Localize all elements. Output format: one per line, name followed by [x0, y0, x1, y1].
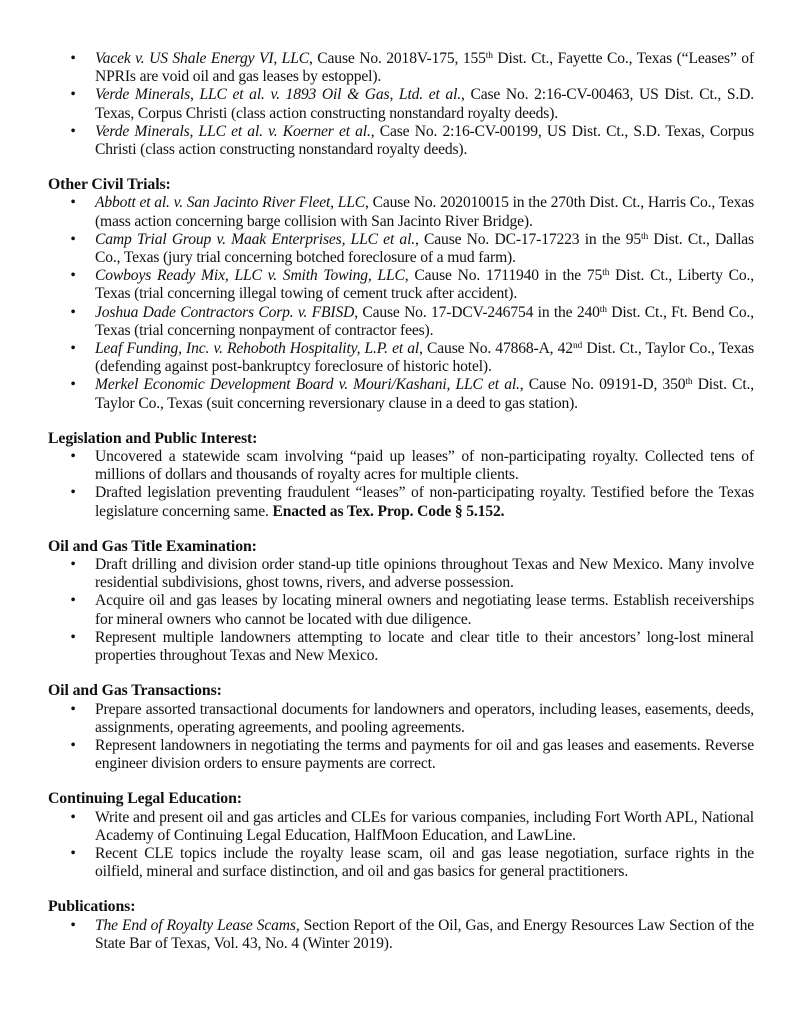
list-item: [68, 448, 754, 484]
bullet-icon: •: [70, 267, 76, 285]
list-item: [68, 809, 754, 845]
section-continuing-legal-education: [48, 790, 754, 881]
list-item: [68, 556, 754, 592]
section-transactions: [48, 682, 754, 773]
publication-detail: , Section Report of the Oil, Gas, and Energy Resources Law Section of the State Bar of Texas, Vol. 43, No. 4 (Winter 2019).: [95, 916, 754, 952]
case-name: Verde Minerals, LLC et al. v. 1893 Oil & Gas, Ltd. et al.: [95, 86, 461, 104]
list-item: [68, 86, 754, 122]
list-item: [68, 845, 754, 881]
case-detail: , Cause No. DC-17-17223 in the 95: [415, 230, 642, 248]
case-list: [48, 50, 754, 159]
case-detail: , Cause No. 1711940 in the 75: [404, 267, 603, 285]
list-item: [68, 376, 754, 412]
ordinal-suffix: th: [641, 231, 649, 242]
ordinal-suffix: th: [685, 377, 693, 388]
bullet-icon: •: [70, 556, 76, 574]
item-text: Prepare assorted transactional documents for landowners and operators, including leases, easements, deeds, assignments, operating agreements, and pooling agreements.: [95, 700, 754, 736]
list-item: [68, 50, 754, 86]
bullet-icon: •: [70, 50, 76, 67]
item-text: Recent CLE topics include the royalty lease scam, oil and gas lease negotiation, surface rights in the oilfield, mineral and surface distinction, and oil and gas basics for general practitioners.: [95, 844, 754, 881]
case-detail: , Cause No. 202010015 in the 270th Dist. Ct., Harris Co., Texas (mass action concerning barge collision with San Jacinto River Bridge).: [95, 194, 754, 230]
bullet-icon: •: [70, 592, 76, 610]
case-name: Verde Minerals, LLC et al. v. Koerner et al.: [95, 122, 371, 140]
item-list: [48, 556, 754, 665]
item-text: Represent multiple landowners attempting to locate and clear title to their ancestors’ long-lost mineral properties throughout Texas and New Mexico.: [95, 628, 754, 665]
case-name: Joshua Dade Contractors Corp. v. FBISD: [95, 303, 355, 321]
ordinal-suffix: th: [485, 51, 493, 61]
item-list: [48, 701, 754, 774]
section-title-examination: [48, 538, 754, 665]
bullet-icon: •: [70, 700, 76, 718]
case-name: Merkel Economic Development Board v. Mouri/Kashani, LLC et al.: [95, 376, 520, 394]
case-detail-rest: Dist. Ct., Fayette Co., Texas (“Leases” of NPRIs are void oil and gas leases by estoppel).: [95, 50, 754, 86]
case-name: Leaf Funding, Inc. v. Rehoboth Hospitality, L.P. et al: [95, 340, 420, 358]
case-detail: , Case No. 2:16-CV-00463, US Dist. Ct., S.D. Texas, Corpus Christi (class action constructing nonstandard royalty deeds).: [95, 86, 754, 122]
item-emphasis: Enacted as Tex. Prop. Code § 5.152.: [272, 502, 505, 520]
item-text: Draft drilling and division order stand-up title opinions throughout Texas and New Mexico. Many involve residential subdivisions, ghost towns, rivers, and adverse possession.: [95, 556, 754, 592]
list-item: [68, 267, 754, 303]
list-item: [68, 340, 754, 376]
bullet-icon: •: [70, 484, 76, 502]
item-text: Acquire oil and gas leases by locating mineral owners and negotiating lease terms. Establish receiverships for mineral owners who cannot be located with due diligence.: [95, 592, 754, 628]
bullet-icon: •: [70, 376, 76, 394]
list-item: [68, 231, 754, 267]
section-legislation: [48, 430, 754, 521]
bullet-icon: •: [70, 448, 76, 466]
case-detail-rest: Dist. Ct., Ft. Bend Co., Texas (trial concerning nonpayment of contractor fees).: [95, 303, 754, 339]
item-text: Represent landowners in negotiating the terms and payments for oil and gas leases and easements. Reverse engineer division orders to ensure payments are correct.: [95, 736, 754, 773]
list-item: [68, 123, 754, 159]
ordinal-suffix: th: [602, 268, 610, 279]
item-list: [48, 917, 754, 953]
item-list: [48, 448, 754, 521]
bullet-icon: •: [70, 194, 76, 212]
case-detail-rest: Dist. Ct., Taylor Co., Texas (suit concerning reversionary clause in a deed to gas station).: [95, 376, 754, 412]
section-publications: [48, 898, 754, 953]
bullet-icon: •: [70, 916, 76, 934]
bullet-icon: •: [70, 230, 76, 248]
case-detail: , Case No. 2:16-CV-00199, US Dist. Ct., S.D. Texas, Corpus Christi (class action constructing nonstandard royalty deeds).: [95, 122, 754, 159]
case-detail-rest: Dist. Ct., Dallas Co., Texas (jury trial concerning botched foreclosure of a mud farm).: [95, 230, 754, 267]
case-name: Camp Trial Group v. Maak Enterprises, LLC et al.: [95, 230, 415, 248]
case-list: [48, 194, 754, 412]
list-item: [68, 701, 754, 737]
item-text: Drafted legislation preventing fraudulent “leases” of non-participating royalty. Testified before the Texas legislature concerning same.: [95, 484, 754, 520]
section-other-civil-trials: [48, 176, 754, 413]
list-item: [68, 629, 754, 665]
section-heading: Oil and Gas Transactions:: [48, 682, 222, 700]
case-detail-rest: Dist. Ct., Liberty Co., Texas (trial concerning illegal towing of cement truck after accident).: [95, 267, 755, 303]
item-text: Uncovered a statewide scam involving “paid up leases” of non-participating royalty. Collected tens of millions of dollars and thousands of royalty acres for multiple clients.: [95, 448, 754, 484]
section-litigation-continued: [48, 50, 754, 159]
list-item: [68, 737, 754, 773]
publication-title: The End of Royalty Lease Scams: [95, 916, 296, 934]
item-list: [48, 809, 754, 882]
case-name: Cowboys Ready Mix, LLC v. Smith Towing, LLC: [95, 267, 405, 285]
case-name: Abbott et al. v. San Jacinto River Fleet, LLC: [95, 194, 366, 212]
list-item: [68, 484, 754, 520]
bullet-icon: •: [70, 86, 76, 104]
list-item: [68, 304, 754, 340]
case-detail: , Cause No. 2018V-175, 155: [308, 50, 486, 67]
ordinal-suffix: th: [599, 304, 607, 315]
bullet-icon: •: [70, 122, 76, 140]
bullet-icon: •: [70, 340, 76, 358]
item-text: Write and present oil and gas articles and CLEs for various companies, including Fort Worth APL, National Academy of Continuing Legal Education, HalfMoon Education, and LawLine.: [95, 808, 754, 844]
section-heading: Legislation and Public Interest:: [48, 429, 258, 447]
bullet-icon: •: [70, 628, 76, 646]
bullet-icon: •: [70, 303, 76, 321]
bullet-icon: •: [70, 736, 76, 754]
section-heading: Publications:: [48, 898, 136, 916]
section-heading: Oil and Gas Title Examination:: [48, 537, 257, 555]
section-heading: Continuing Legal Education:: [48, 790, 242, 808]
section-heading: Other Civil Trials:: [48, 176, 171, 194]
case-name: Vacek v. US Shale Energy VI, LLC: [95, 50, 309, 67]
bullet-icon: •: [70, 844, 76, 862]
case-detail: , Cause No. 09191-D, 350: [519, 376, 686, 394]
list-item: [68, 194, 754, 230]
case-detail: , Cause No. 47868-A, 42: [419, 340, 573, 358]
list-item: [68, 917, 754, 953]
case-detail: , Cause No. 17-DCV-246754 in the 240: [354, 303, 600, 321]
bullet-icon: •: [70, 808, 76, 826]
ordinal-suffix: nd: [572, 341, 583, 352]
case-detail-rest: Dist. Ct., Taylor Co., Texas (defending against post-bankruptcy foreclosure of historic hotel).: [95, 340, 755, 376]
list-item: [68, 592, 754, 628]
